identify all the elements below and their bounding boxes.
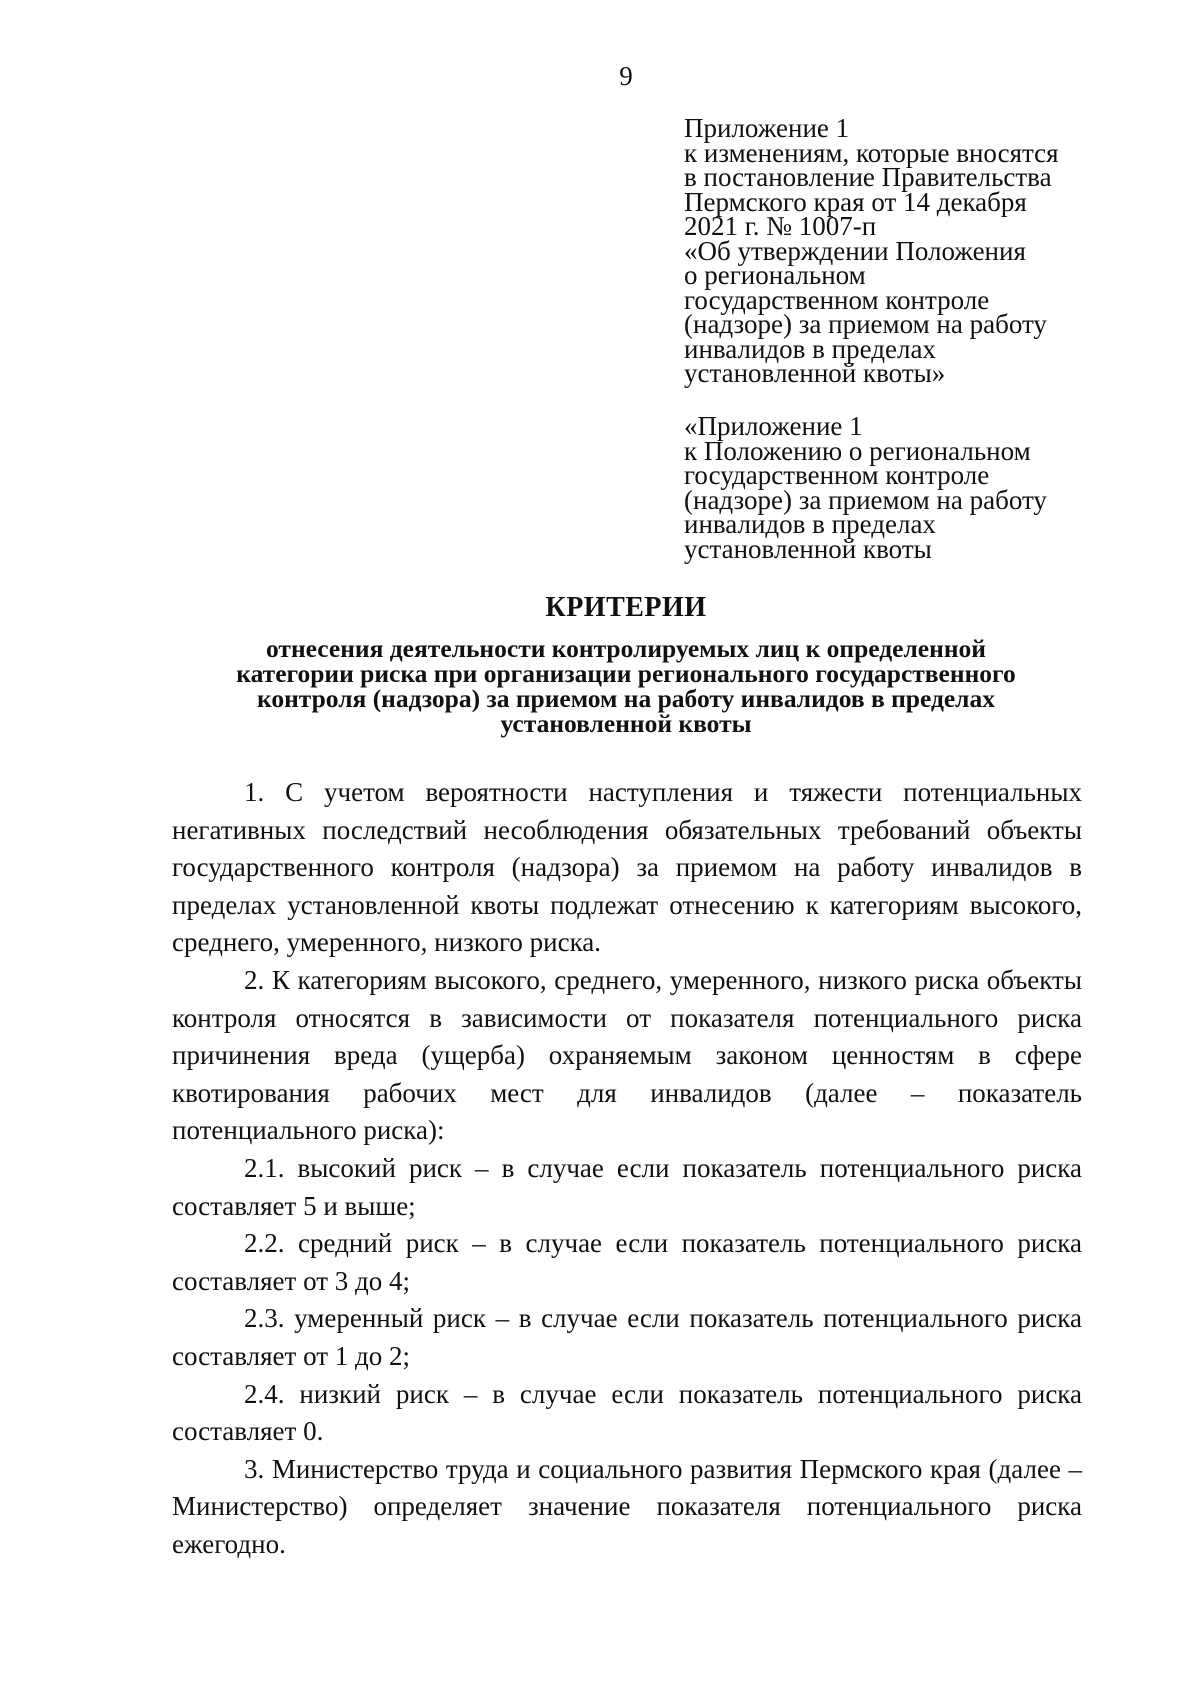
- paragraph-2-1: 2.1. высокий риск – в случае если показатель потенциального риска составляет 5 и выше;: [172, 1152, 1082, 1221]
- appendix-header-line: государственном контроле: [684, 284, 990, 315]
- page-number: 9: [619, 61, 633, 91]
- appendix-header-line: 2021 г. № 1007-п: [684, 211, 877, 241]
- appendix-header-line: (надзоре) за приемом на работу: [684, 309, 1047, 339]
- document-body: [172, 774, 1082, 1563]
- paragraph-2: 2. К категориям высокого, среднего, умеренного, низкого риска объекты контроля относятся в зависимости от показателя потенциального риска причинения вреда (ущерба) охраняемым законом ценностям в сфере квотирования рабочих мест для инвалидов (далее – показатель потенциального риска):: [172, 964, 1082, 1146]
- subtitle-line: отнесения деятельности контролируемых лиц к определенной: [266, 634, 986, 663]
- subtitle-line: категории риска при организации регионального государственного: [236, 659, 1016, 688]
- appendix-header-line: установленной квоты»: [684, 358, 946, 388]
- appendix-header-line: Пермского края от 14 декабря: [684, 186, 1027, 217]
- paragraph-2-2: 2.2. средний риск – в случае если показатель потенциального риска составляет от 3 до 4;: [172, 1228, 1082, 1296]
- paragraph-2-3: 2.3. умеренный риск – в случае если показатель потенциального риска составляет от 1 до 2;: [172, 1303, 1082, 1371]
- appendix-header-2-line: к Положению о региональном: [684, 435, 1031, 466]
- appendix-header-line: в постановление Правительства: [684, 162, 1052, 192]
- appendix-header-line: о региональном: [684, 260, 866, 290]
- paragraph-3: 3. Министерство труда и социального развития Пермского края (далее – Министерство) определяет значение показателя потенциального риска ежегодно.: [172, 1453, 1082, 1559]
- appendix-header-2-line: установленной квоты: [684, 533, 932, 564]
- appendix-header-line: к изменениям, которые вносятся: [684, 137, 1059, 168]
- document-title: КРИТЕРИИ: [545, 592, 707, 623]
- appendix-header-line: Приложение 1: [684, 113, 850, 143]
- appendix-header-2-line: государственном контроле: [684, 460, 990, 490]
- paragraph-1: 1. С учетом вероятности наступления и тяжести потенциальных негативных последствий несоблюдения обязательных требований объекты государственного контроля (надзора) за приемом на работу инвалидов в пределах установленной квоты подлежат отнесению к категориям высокого, среднего, умеренного, низкого риска.: [172, 777, 1082, 958]
- appendix-header-2-line: инвалидов в пределах: [684, 509, 936, 539]
- subtitle-line: установленной квоты: [500, 709, 752, 738]
- subtitle-line: контроля (надзора) за приемом на работу инвалидов в пределах: [256, 684, 995, 713]
- appendix-header-2-line: (надзоре) за приемом на работу: [684, 484, 1047, 515]
- appendix-header-line: инвалидов в пределах: [684, 333, 936, 364]
- appendix-header-2: [684, 411, 1104, 564]
- document-subtitle: [150, 636, 1102, 736]
- appendix-header-line: «Об утверждении Положения: [684, 235, 1026, 266]
- paragraph-2-4: 2.4. низкий риск – в случае если показатель потенциального риска составляет 0.: [172, 1378, 1082, 1447]
- appendix-header-2-line: «Приложение 1: [684, 411, 863, 441]
- appendix-header: [684, 113, 1104, 388]
